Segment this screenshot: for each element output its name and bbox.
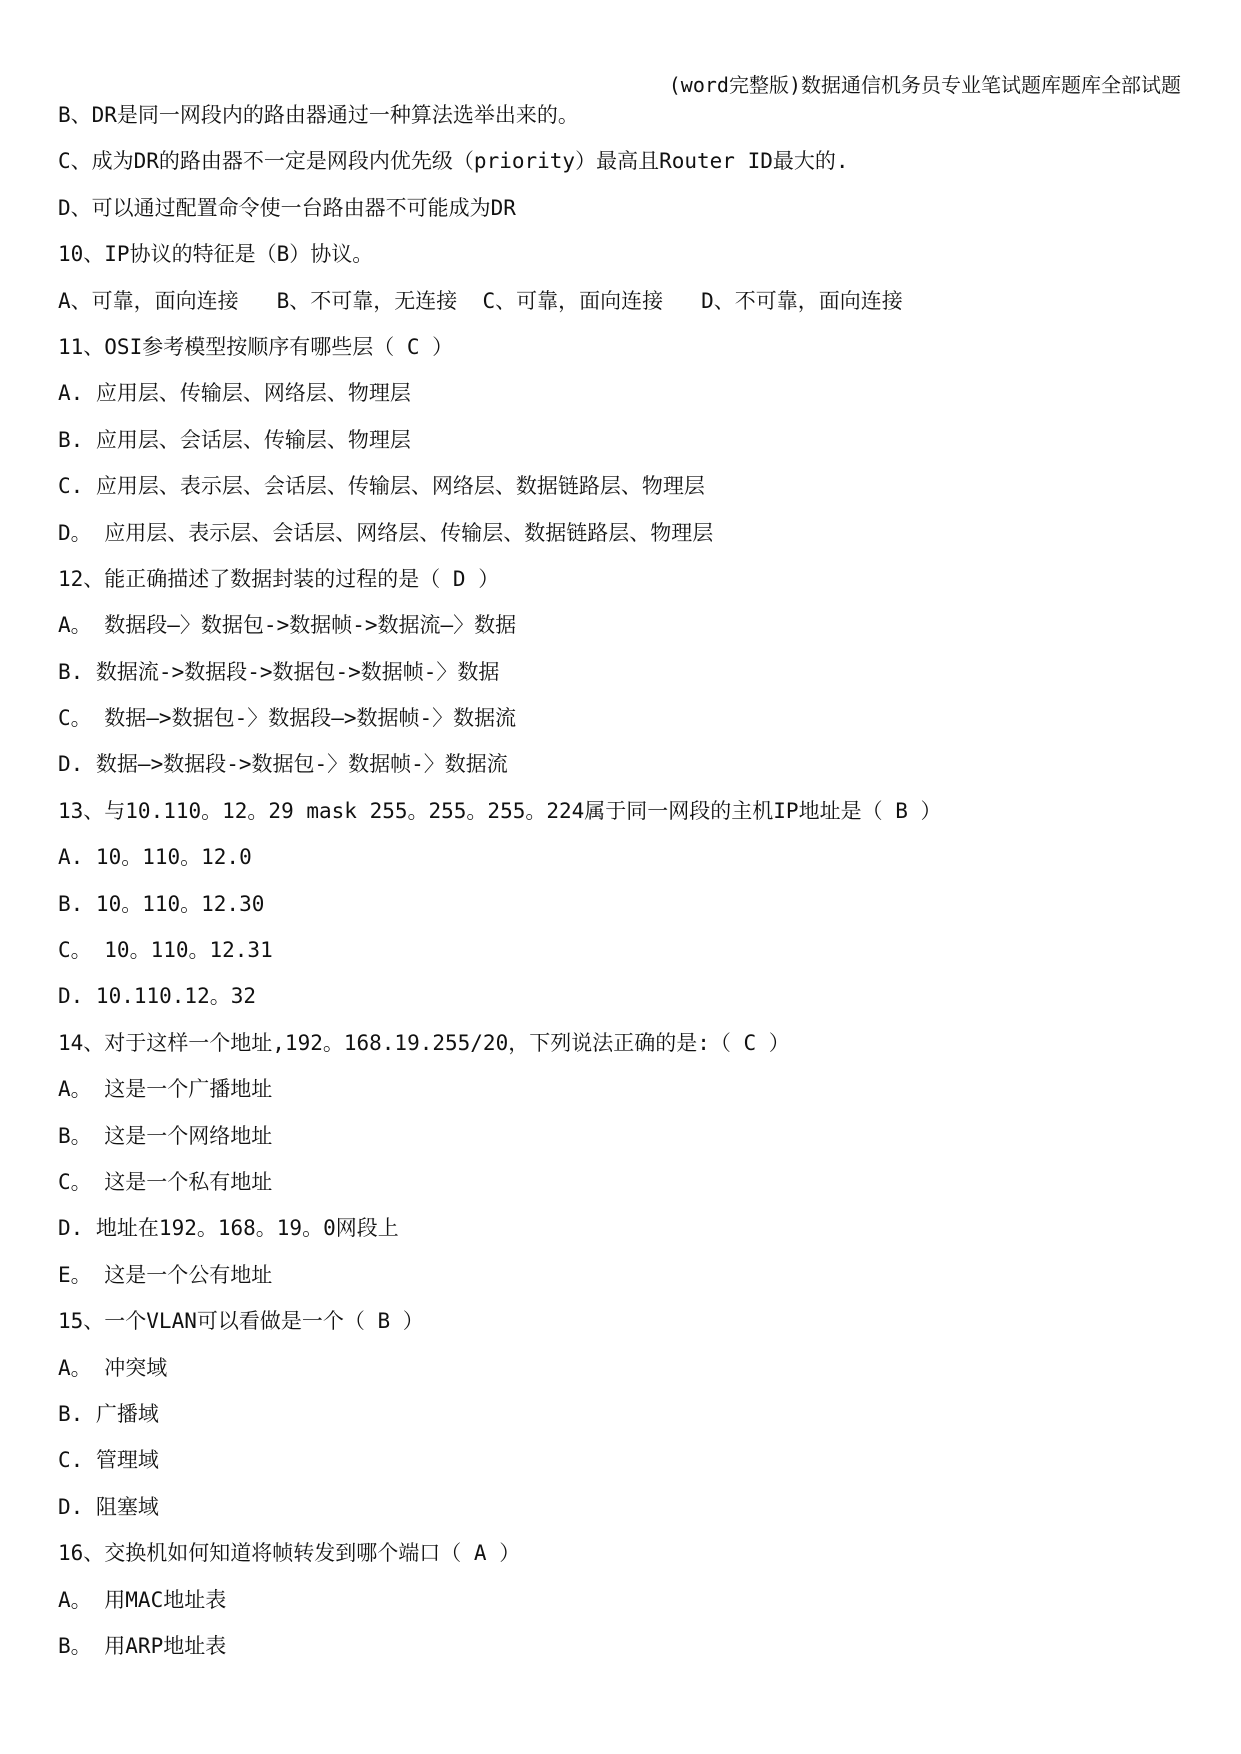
text-line: C。 10。110。12.31 — [58, 938, 273, 963]
document-body — [58, 100, 1188, 1677]
question-16: 16、交换机如何知道将帧转发到哪个端口（ A ） — [58, 1541, 521, 1566]
question-11: 11、OSI参考模型按顺序有哪些层（ C ） — [58, 334, 454, 359]
text-line: D. 数据—>数据段->数据包-〉数据帧-〉数据流 — [58, 752, 508, 777]
text-line: A。 数据段—〉数据包->数据帧->数据流—〉数据 — [58, 613, 517, 638]
question-10: 10、IP协议的特征是（B）协议。 — [58, 242, 374, 267]
question-12: 12、能正确描述了数据封装的过程的是（ D ） — [58, 566, 500, 591]
text-line: A。 冲突域 — [58, 1355, 168, 1380]
text-line: C. 应用层、表示层、会话层、传输层、网络层、数据链路层、物理层 — [58, 474, 705, 499]
text-line: B。 用ARP地址表 — [58, 1633, 227, 1658]
question-13: 13、与10.110。12。29 mask 255。255。255。224属于同一网段的主机IP地址是（ B ） — [58, 798, 942, 823]
text-line: B. 应用层、会话层、传输层、物理层 — [58, 427, 411, 452]
text-line: B、DR是同一网段内的路由器通过一种算法选举出来的。 — [58, 103, 579, 127]
text-line: C、成为DR的路由器不一定是网段内优先级（priority）最高且Router ID最大的. — [58, 149, 849, 174]
text-line: D. 10.110.12。32 — [58, 984, 257, 1009]
text-line: A、可靠，面向连接 B、不可靠，无连接 C、可靠，面向连接 D、不可靠，面向连接 — [58, 288, 903, 313]
text-line: B。 这是一个网络地址 — [58, 1123, 273, 1148]
text-line: C。 数据—>数据包-〉数据段—>数据帧-〉数据流 — [58, 706, 517, 731]
text-line: D。 应用层、表示层、会话层、网络层、传输层、数据链路层、物理层 — [58, 520, 714, 545]
text-line: B. 数据流->数据段->数据包->数据帧-〉数据 — [58, 659, 500, 684]
text-line: A。 用MAC地址表 — [58, 1587, 227, 1612]
text-line: B. 广播域 — [58, 1401, 159, 1426]
text-line: A. 10。110。12.0 — [58, 845, 252, 870]
text-line: C. 管理域 — [58, 1448, 159, 1473]
text-line: E。 这是一个公有地址 — [58, 1262, 273, 1287]
text-line: B. 10。110。12.30 — [58, 891, 265, 916]
text-line: D. 阻塞域 — [58, 1494, 159, 1519]
text-line: A. 应用层、传输层、网络层、物理层 — [58, 381, 411, 406]
question-15: 15、一个VLAN可以看做是一个（ B ） — [58, 1309, 424, 1334]
page-header: (word完整版)数据通信机务员专业笔试题库题库全部试题 — [668, 73, 1181, 97]
question-14: 14、对于这样一个地址,192。168.19.255/20，下列说法正确的是:（ C ） — [58, 1030, 790, 1055]
text-line: D、可以通过配置命令使一台路由器不可能成为DR — [58, 195, 516, 220]
text-line: A。 这是一个广播地址 — [58, 1077, 273, 1102]
text-line: C。 这是一个私有地址 — [58, 1169, 273, 1194]
text-line: D. 地址在192。168。19。0网段上 — [58, 1216, 399, 1241]
